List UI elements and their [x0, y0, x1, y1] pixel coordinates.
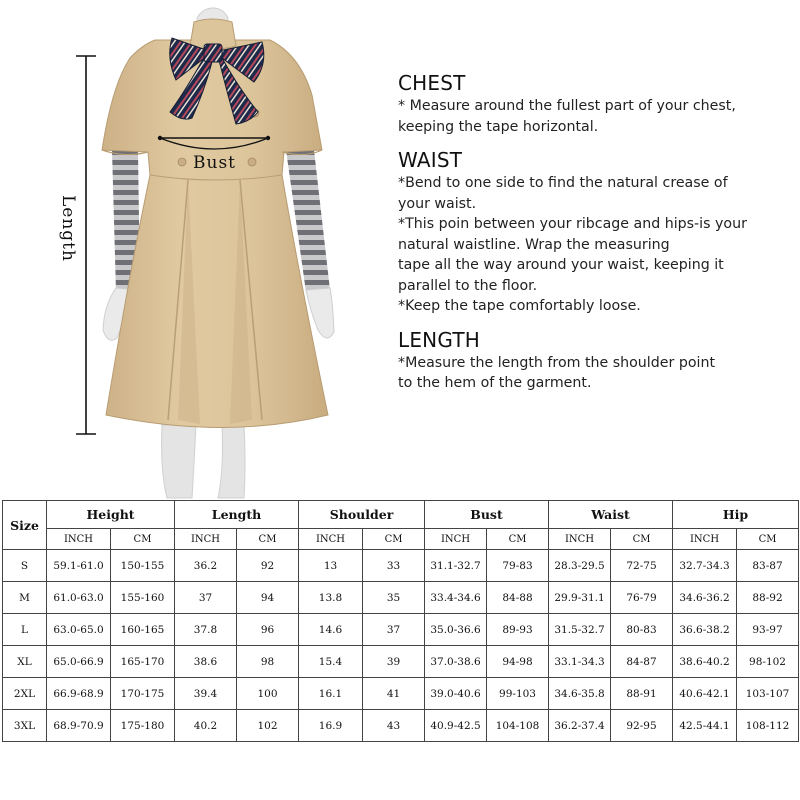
table-cell: 36.6-38.2: [673, 614, 737, 646]
table-cell: 36.2-37.4: [549, 710, 611, 742]
table-cell: 88-91: [611, 678, 673, 710]
bust-label: Bust: [193, 153, 236, 173]
table-cell: 89-93: [487, 614, 549, 646]
guide-waist-line: natural waistline. Wrap the measuring: [398, 236, 670, 253]
guide-waist-line: *This poin between your ribcage and hips-is your: [398, 216, 747, 232]
table-cell: 94: [237, 582, 299, 614]
table-cell: 35.0-36.6: [425, 614, 487, 646]
table-row: [3, 614, 799, 646]
table-cell: 93-97: [737, 614, 799, 646]
table-cell: 103-107: [737, 678, 799, 710]
guide-length-line: *Measure the length from the shoulder point: [398, 354, 716, 371]
group-header-hip: Hip: [673, 501, 799, 529]
table-cell: 76-79: [611, 582, 673, 614]
table-cell: 98-102: [737, 646, 799, 678]
unit-header: INCH: [47, 529, 111, 550]
table-cell: 160-165: [111, 614, 175, 646]
table-cell: 38.6: [175, 646, 237, 678]
table-cell: 68.9-70.9: [47, 710, 111, 742]
group-header-shoulder: Shoulder: [299, 501, 425, 529]
table-cell: 165-170: [111, 646, 175, 678]
table-cell: 108-112: [737, 710, 799, 742]
guide-length: [398, 327, 793, 394]
unit-header: CM: [237, 529, 299, 550]
table-cell: 13: [299, 550, 363, 582]
table-cell: 80-83: [611, 614, 673, 646]
table-cell: 65.0-66.9: [47, 646, 111, 678]
guide-waist-line: tape all the way around your waist, keeping it: [398, 257, 724, 273]
table-cell: 83-87: [737, 550, 799, 582]
table-cell: 36.2: [175, 550, 237, 582]
table-cell: 99-103: [487, 678, 549, 710]
table-cell: 84-88: [487, 582, 549, 614]
guide-length-title: LENGTH: [398, 327, 480, 352]
length-label: [50, 195, 86, 285]
guide-length-line: to the hem of the garment.: [398, 375, 592, 391]
size-cell: S: [3, 550, 47, 582]
table-cell: 34.6-35.8: [549, 678, 611, 710]
unit-header: INCH: [175, 529, 237, 550]
size-cell: L: [3, 614, 47, 646]
table-cell: 37.8: [175, 614, 237, 646]
mannequin-legs: [162, 425, 245, 498]
table-cell: 96: [237, 614, 299, 646]
size-cell: M: [3, 582, 47, 614]
table-cell: 92-95: [611, 710, 673, 742]
guide-waist-line: your waist.: [398, 195, 477, 212]
unit-header: INCH: [549, 529, 611, 550]
guide-chest-line: * Measure around the fullest part of your chest,: [398, 98, 736, 114]
table-cell: 31.5-32.7: [549, 614, 611, 646]
table-cell: 31.1-32.7: [425, 550, 487, 582]
table-cell: 32.7-34.3: [673, 550, 737, 582]
group-header-waist: Waist: [549, 501, 673, 529]
table-cell: 39: [363, 646, 425, 678]
guide-waist-line: *Keep the tape comfortably loose.: [398, 298, 641, 314]
table-cell: 102: [237, 710, 299, 742]
table-row: [3, 678, 799, 710]
size-table: [2, 500, 799, 742]
table-cell: 94-98: [487, 646, 549, 678]
length-label-text: Length: [58, 195, 78, 262]
table-cell: 175-180: [111, 710, 175, 742]
table-cell: 40.6-42.1: [673, 678, 737, 710]
table-cell: 39.4: [175, 678, 237, 710]
measuring-guide: [398, 70, 793, 404]
guide-chest-title: CHEST: [398, 71, 466, 95]
size-rows: [3, 550, 799, 742]
table-cell: 14.6: [299, 614, 363, 646]
table-cell: 37: [363, 614, 425, 646]
table-cell: 84-87: [611, 646, 673, 678]
table-cell: 33.1-34.3: [549, 646, 611, 678]
unit-header: CM: [363, 529, 425, 550]
table-cell: 13.8: [299, 582, 363, 614]
table-cell: 72-75: [611, 550, 673, 582]
table-row: [3, 710, 799, 742]
table-cell: 35: [363, 582, 425, 614]
table-cell: 16.1: [299, 678, 363, 710]
table-cell: 37.0-38.6: [425, 646, 487, 678]
table-cell: 40.9-42.5: [425, 710, 487, 742]
table-cell: 79-83: [487, 550, 549, 582]
group-header-length: Length: [175, 501, 299, 529]
table-cell: 34.6-36.2: [673, 582, 737, 614]
guide-chest: [398, 70, 793, 137]
table-cell: 39.0-40.6: [425, 678, 487, 710]
guide-waist-title: WAIST: [398, 148, 463, 172]
table-cell: 38.6-40.2: [673, 646, 737, 678]
table-cell: 43: [363, 710, 425, 742]
table-row: [3, 646, 799, 678]
table-cell: 104-108: [487, 710, 549, 742]
table-cell: 40.2: [175, 710, 237, 742]
unit-header: INCH: [673, 529, 737, 550]
guide-waist-line: *Bend to one side to find the natural crease of: [398, 175, 728, 191]
unit-header: CM: [111, 529, 175, 550]
table-cell: 41: [363, 678, 425, 710]
table-cell: 29.9-31.1: [549, 582, 611, 614]
table-cell: 155-160: [111, 582, 175, 614]
table-cell: 61.0-63.0: [47, 582, 111, 614]
table-row: [3, 550, 799, 582]
table-cell: 37: [175, 582, 237, 614]
table-cell: 88-92: [737, 582, 799, 614]
size-cell: 3XL: [3, 710, 47, 742]
table-cell: 28.3-29.5: [549, 550, 611, 582]
group-header-height: Height: [47, 501, 175, 529]
unit-header: INCH: [299, 529, 363, 550]
unit-header-row: [3, 529, 799, 550]
size-chart: [2, 500, 798, 742]
table-row: [3, 582, 799, 614]
size-header: Size: [3, 501, 47, 550]
table-cell: 66.9-68.9: [47, 678, 111, 710]
unit-header: INCH: [425, 529, 487, 550]
table-cell: 16.9: [299, 710, 363, 742]
guide-chest-line: keeping the tape horizontal.: [398, 118, 599, 135]
table-cell: 59.1-61.0: [47, 550, 111, 582]
guide-waist-line: parallel to the floor.: [398, 277, 538, 294]
product-figure: [0, 0, 380, 500]
unit-header: CM: [611, 529, 673, 550]
table-cell: 63.0-65.0: [47, 614, 111, 646]
table-cell: 98: [237, 646, 299, 678]
table-cell: 92: [237, 550, 299, 582]
unit-header: CM: [737, 529, 799, 550]
table-cell: 15.4: [299, 646, 363, 678]
guide-waist: [398, 147, 793, 317]
table-cell: 170-175: [111, 678, 175, 710]
table-cell: 33.4-34.6: [425, 582, 487, 614]
table-cell: 100: [237, 678, 299, 710]
size-cell: XL: [3, 646, 47, 678]
table-cell: 42.5-44.1: [673, 710, 737, 742]
size-cell: 2XL: [3, 678, 47, 710]
unit-header: CM: [487, 529, 549, 550]
table-cell: 150-155: [111, 550, 175, 582]
table-cell: 33: [363, 550, 425, 582]
group-header-bust: Bust: [425, 501, 549, 529]
